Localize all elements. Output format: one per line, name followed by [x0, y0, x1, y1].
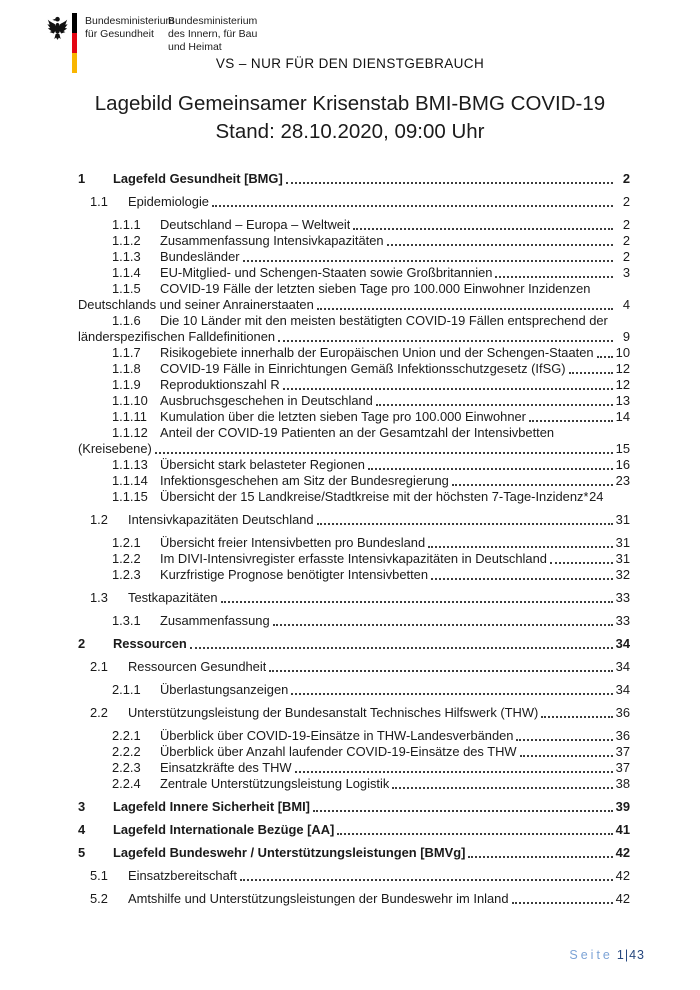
toc-entry-title: Einsatzkräfte des THW — [160, 760, 292, 775]
toc-entry-number: 1.1.8 — [112, 361, 141, 376]
toc-entry-title: (Kreisebene) — [78, 441, 152, 456]
toc-entry[interactable] — [78, 393, 630, 409]
footer-page-number: 1|43 — [616, 948, 645, 962]
toc-entry-title: Ressourcen — [113, 636, 187, 651]
toc-dot-leader — [286, 182, 613, 184]
toc-entry-number: 2 — [78, 636, 86, 651]
toc-entry-page: 13 — [615, 393, 630, 408]
toc-entry-page: 31 — [615, 512, 630, 527]
toc-entry-number: 4 — [78, 822, 86, 837]
toc-entry-page: 37 — [615, 760, 630, 775]
toc-entry-title: COVID-19 Fälle in Einrichtungen Gemäß Infektionsschutzgesetz (IfSG) — [160, 361, 566, 376]
toc-dot-leader — [468, 856, 613, 858]
toc-entry-number: 1.1.5 — [112, 281, 141, 296]
toc-entry-title: Lagefeld Internationale Bezüge [AA] — [113, 822, 335, 837]
toc-dot-leader — [221, 601, 613, 603]
toc-entry[interactable] — [78, 171, 630, 187]
toc-entry[interactable] — [78, 776, 630, 792]
toc-entry-number: 2.2 — [90, 705, 108, 720]
toc-dot-leader — [269, 670, 613, 672]
toc-entry-page: 9 — [622, 329, 630, 344]
toc-entry-page: 12 — [615, 361, 630, 376]
toc-dot-leader — [495, 276, 613, 278]
toc-entry-title: länderspezifischen Falldefinitionen — [78, 329, 276, 344]
toc-entry-title: Deutschlands und seiner Anrainerstaaten — [78, 297, 314, 312]
toc-entry[interactable] — [78, 425, 630, 441]
toc-entry[interactable] — [78, 409, 630, 425]
toc-entry-page: 10 — [615, 345, 630, 360]
toc-entry[interactable] — [78, 217, 630, 233]
toc-entry-title: Deutschland – Europa – Weltweit — [160, 217, 351, 232]
toc-entry-title: COVID-19 Fälle der letzten sieben Tage pro 100.000 Einwohner Inzidenzen — [160, 281, 591, 296]
toc-entry-page: 16 — [615, 457, 630, 472]
toc-entry-title: Im DIVI-Intensivregister erfasste Intensivkapazitäten in Deutschland — [160, 551, 547, 566]
toc-dot-leader — [212, 205, 613, 207]
toc-entry-page: 2 — [622, 171, 630, 186]
toc-entry-page: 14 — [615, 409, 630, 424]
toc-dot-leader — [529, 420, 613, 422]
toc-entry-number: 1 — [78, 171, 86, 186]
toc-entry[interactable] — [78, 249, 630, 265]
page-footer — [569, 948, 645, 962]
toc-entry-page: 3 — [622, 265, 630, 280]
toc-entry[interactable] — [78, 512, 630, 528]
toc-entry-page: 36 — [615, 728, 630, 743]
toc-entry-number: 3 — [78, 799, 86, 814]
toc-entry[interactable] — [78, 441, 630, 457]
toc-entry-number: 1.3 — [90, 590, 108, 605]
toc-entry[interactable] — [78, 891, 630, 907]
toc-entry-page: 34 — [615, 636, 630, 651]
toc-entry-title: Intensivkapazitäten Deutschland — [128, 512, 314, 527]
toc-entry-page: 34 — [615, 682, 630, 697]
toc-entry-number: 1.1.14 — [112, 473, 148, 488]
toc-entry-title: Einsatzbereitschaft — [128, 868, 237, 883]
toc-dot-leader — [392, 787, 613, 789]
toc-dot-leader — [190, 647, 613, 649]
toc-entry-title: Bundesländer — [160, 249, 240, 264]
footer-page-label: Seite — [569, 948, 613, 962]
toc-entry-number: 1.1 — [90, 194, 108, 209]
toc-entry-number: 2.1.1 — [112, 682, 141, 697]
toc-entry-number: 1.2.2 — [112, 551, 141, 566]
toc-entry-page: 31 — [615, 535, 630, 550]
toc-entry[interactable] — [78, 345, 630, 361]
toc-entry-title: Lagefeld Gesundheit [BMG] — [113, 171, 283, 186]
toc-entry[interactable] — [78, 728, 630, 744]
toc-entry-number: 1.1.11 — [112, 409, 147, 424]
toc-dot-leader — [569, 372, 613, 374]
toc-entry-page: 42 — [615, 845, 630, 860]
toc-entry-number: 1.1.10 — [112, 393, 148, 408]
toc-entry[interactable] — [78, 297, 630, 313]
toc-entry[interactable] — [78, 744, 630, 760]
toc-entry[interactable] — [78, 551, 630, 567]
document-title-line2: Stand: 28.10.2020, 09:00 Uhr — [215, 120, 485, 143]
toc-entry-number: 5 — [78, 845, 86, 860]
toc-dot-leader — [353, 228, 613, 230]
toc-entry-number: 2.2.2 — [112, 744, 141, 759]
toc-entry-title: Kumulation über die letzten sieben Tage pro 100.000 Einwohner — [160, 409, 526, 424]
toc-entry-number: 1.1.2 — [112, 233, 141, 248]
toc-entry-title: Kurzfristige Prognose benötigter Intensivbetten — [160, 567, 428, 582]
toc-dot-leader — [243, 260, 613, 262]
toc-entry-title: Übersicht freier Intensivbetten pro Bundesland — [160, 535, 426, 550]
toc-entry-title: Zusammenfassung Intensivkapazitäten — [160, 233, 384, 248]
toc-entry-number: 1.2.1 — [112, 535, 141, 550]
document-title-line1: Lagebild Gemeinsamer Krisenstab BMI-BMG COVID-19 — [94, 92, 606, 115]
toc-entry[interactable] — [78, 329, 630, 345]
toc-entry[interactable] — [78, 265, 630, 281]
toc-dot-leader — [550, 562, 613, 564]
toc-entry-title: Testkapazitäten — [128, 590, 218, 605]
toc-dot-leader — [368, 468, 613, 470]
classification-banner: VS – NUR FÜR DEN DIENSTGEBRAUCH — [215, 56, 485, 71]
toc-entry[interactable] — [78, 489, 630, 505]
toc-entry[interactable] — [78, 659, 630, 675]
toc-entry[interactable] — [78, 799, 630, 815]
toc-entry-title: Überlastungsanzeigen — [160, 682, 289, 697]
toc-entry-number: 5.2 — [90, 891, 108, 906]
toc-entry-page: 2 — [622, 249, 630, 264]
toc-dot-leader — [597, 356, 613, 358]
toc-dot-leader — [278, 340, 613, 342]
toc-entry-title: Die 10 Länder mit den meisten bestätigten COVID-19 Fällen entsprechend der — [160, 313, 608, 328]
toc-entry-page: 42 — [615, 891, 630, 906]
toc-entry-title: Unterstützungsleistung der Bundesanstalt Technisches Hilfswerk (THW) — [128, 705, 539, 720]
toc-entry-number: 1.3.1 — [112, 613, 141, 628]
toc-dot-leader — [155, 452, 613, 454]
toc-entry-title: Zentrale Unterstützungsleistung Logistik — [160, 776, 390, 791]
toc-dot-leader — [291, 693, 613, 695]
toc-entry-number: 1.1.13 — [112, 457, 148, 472]
toc-entry-page: 38 — [615, 776, 630, 791]
toc-dot-leader — [337, 833, 613, 835]
toc-entry-number: 2.2.3 — [112, 760, 141, 775]
toc-entry-page: 31 — [615, 551, 630, 566]
toc-entry[interactable] — [78, 822, 630, 838]
toc-dot-leader — [317, 523, 613, 525]
toc-entry-page: 15 — [615, 441, 630, 456]
toc — [78, 171, 630, 914]
toc-entry[interactable] — [78, 473, 630, 489]
toc-entry-page: 36 — [615, 705, 630, 720]
toc-entry[interactable] — [78, 613, 630, 629]
header — [0, 0, 700, 90]
toc-entry-number: 2.2.1 — [112, 728, 141, 743]
toc-entry-title: Überblick über COVID-19-Einsätze in THW-Landesverbänden — [160, 728, 514, 743]
toc-entry-page: 2 — [622, 217, 630, 232]
toc-dot-leader — [387, 244, 613, 246]
toc-entry-title: Amtshilfe und Unterstützungsleistungen der Bundeswehr im Inland — [128, 891, 509, 906]
toc-dot-leader — [317, 308, 613, 310]
toc-entry-title: Anteil der COVID-19 Patienten an der Gesamtzahl der Intensivbetten — [160, 425, 555, 440]
toc-entry-number: 1.1.6 — [112, 313, 141, 328]
toc-entry[interactable] — [78, 845, 630, 861]
toc-entry[interactable] — [78, 636, 630, 652]
toc-entry-number: 2.2.4 — [112, 776, 141, 791]
toc-entry-page: 42 — [615, 868, 630, 883]
toc-dot-leader — [512, 902, 614, 904]
toc-entry-number: 5.1 — [90, 868, 108, 883]
toc-dot-leader — [428, 546, 613, 548]
ministry2-line2: des Innern, für Bau — [168, 28, 258, 40]
toc-entry-title: Ausbruchsgeschehen in Deutschland — [160, 393, 373, 408]
toc-entry-title: Infektionsgeschehen am Sitz der Bundesregierung — [160, 473, 449, 488]
toc-entry-title: Lagefeld Bundeswehr / Unterstützungsleistungen [BMVg] — [113, 845, 466, 860]
toc-dot-leader — [376, 404, 613, 406]
toc-dot-leader — [295, 771, 613, 773]
ministry2-line1: Bundesministerium — [168, 15, 258, 27]
toc-entry-title: Lagefeld Innere Sicherheit [BMI] — [113, 799, 310, 814]
toc-entry[interactable] — [78, 682, 630, 698]
toc-entry-title: Risikogebiete innerhalb der Europäischen Union und der Schengen-Staaten — [160, 345, 594, 360]
toc-entry-page: 33 — [615, 590, 630, 605]
toc-entry-title: Ressourcen Gesundheit — [128, 659, 267, 674]
document-title — [0, 90, 700, 146]
bundesadler-eagle-icon — [46, 14, 69, 41]
toc-entry-number: 1.2.3 — [112, 567, 141, 582]
toc-dot-leader — [313, 810, 613, 812]
toc-entry[interactable] — [78, 760, 630, 776]
toc-entry[interactable] — [78, 705, 630, 721]
logo-bmi-wordmark — [168, 15, 257, 54]
toc-entry[interactable] — [78, 313, 630, 329]
toc-entry-number: 2.1 — [90, 659, 108, 674]
toc-entry-title: Epidemiologie — [128, 194, 209, 209]
ministry1-line2: für Gesundheit — [85, 28, 154, 40]
toc-entry-number: 1.1.7 — [112, 345, 141, 360]
ministry2-line3: und Heimat — [168, 41, 222, 53]
toc-entry-page: 33 — [615, 613, 630, 628]
toc-entry-page: 24 — [589, 489, 604, 504]
toc-entry[interactable] — [78, 377, 630, 393]
toc-dot-leader — [452, 484, 613, 486]
toc-entry[interactable] — [78, 361, 630, 377]
logo-bmg-wordmark — [85, 15, 174, 41]
toc-entry-number: 1.1.15 — [112, 489, 148, 504]
toc-entry-title: Reproduktionszahl R — [160, 377, 280, 392]
toc-entry-page: 34 — [615, 659, 630, 674]
toc-entry-title: Übersicht stark belasteter Regionen — [160, 457, 365, 472]
toc-dot-leader — [283, 388, 613, 390]
toc-entry-title: Übersicht der 15 Landkreise/Stadtkreise mit der höchsten 7-Tage-Inzidenz* — [160, 489, 589, 504]
toc-entry-page: 39 — [615, 799, 630, 814]
toc-dot-leader — [240, 879, 613, 881]
toc-entry-title: Überblick über Anzahl laufender COVID-19-Einsätze des THW — [160, 744, 517, 759]
toc-entry-number: 1.2 — [90, 512, 108, 527]
toc-entry-number: 1.1.4 — [112, 265, 141, 280]
toc-entry-page: 23 — [615, 473, 630, 488]
toc-entry-page: 32 — [615, 567, 630, 582]
toc-dot-leader — [541, 716, 613, 718]
toc-entry[interactable] — [78, 590, 630, 606]
toc-entry-number: 1.1.3 — [112, 249, 141, 264]
toc-dot-leader — [431, 578, 613, 580]
toc-entry-number: 1.1.12 — [112, 425, 148, 440]
toc-entry-page: 2 — [622, 233, 630, 248]
toc-entry-title: Zusammenfassung — [160, 613, 270, 628]
toc-entry-number: 1.1.1 — [112, 217, 141, 232]
toc-entry[interactable] — [78, 457, 630, 473]
toc-entry[interactable] — [78, 868, 630, 884]
toc-entry-page: 4 — [622, 297, 630, 312]
toc-entry-page: 2 — [622, 194, 630, 209]
toc-entry-title: EU-Mitglied- und Schengen-Staaten sowie Großbritannien — [160, 265, 493, 280]
toc-entry[interactable] — [78, 233, 630, 249]
toc-dot-leader — [520, 755, 613, 757]
toc-entry[interactable] — [78, 535, 630, 551]
toc-entry-page: 41 — [615, 822, 630, 837]
toc-entry[interactable] — [78, 281, 630, 297]
ministry1-line1: Bundesministerium — [85, 15, 175, 27]
toc-entry-number: 1.1.9 — [112, 377, 141, 392]
toc-dot-leader — [516, 739, 613, 741]
toc-dot-leader — [273, 624, 613, 626]
toc-entry[interactable] — [78, 567, 630, 583]
toc-entry-page: 37 — [615, 744, 630, 759]
toc-entry-page: 12 — [615, 377, 630, 392]
toc-entry[interactable] — [78, 194, 630, 210]
